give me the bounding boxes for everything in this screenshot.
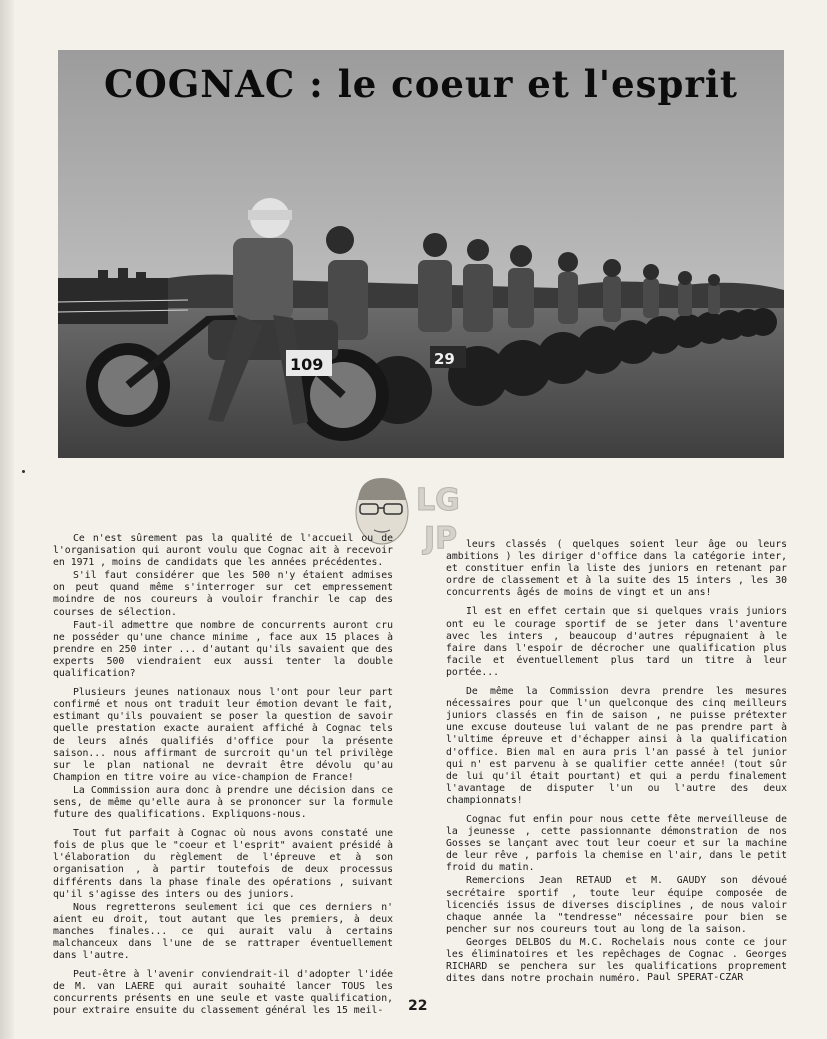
paragraph: S'il faut considérer que les 500 n'y étaient admises on peut quand même s'interroger sur cet empressement moindre de nos coureurs à vouloir franchir le cap des courses de sélection. (53, 570, 393, 618)
bike-number-29: 29 (434, 350, 455, 368)
page-number: 22 (408, 998, 428, 1014)
article-right-column (446, 539, 787, 992)
paragraph: Tout fut parfait à Cognac où nous avons constaté une fois de plus que le "coeur et l'esprit" avaient présidé à l'élaboration du règlement de l'épreuve et à son organisation , à partir toutefois de deux processus différents dans la phase finale des opérations , suivant qu'il s'agisse des inters ou des juniors. (53, 828, 393, 900)
paragraph: La Commission aura donc à prendre une décision dans ce sens, de même qu'elle aura à se prononcer sur la formule future des qualifications. Expliquons-nous. (53, 784, 393, 821)
author-signature: Paul SPERAT-CZAR (647, 972, 744, 983)
paragraph: Il est en effet certain que si quelques vrais juniors ont eu le courage sportif de se jeter dans l'aventure avec les inters , beaucoup d'autres répugnaient à le faire dans l'espoir de décrocher une qualification plus facile et éventuellement plus tard un titre à leur portée... (446, 606, 787, 678)
paragraph: Georges DELBOS du M.C. Rochelais nous conte ce jour les éliminatoires et les repêchages de Cognac . Georges RICHARD se penchera sur les qualifications proprement dites dans notre prochain numéro. (446, 936, 787, 985)
ink-speck (22, 470, 25, 473)
paragraph: leurs classés ( quelques soient leur âge ou leurs ambitions ) les diriger d'office dans la catégorie inter, et constituer enfin la liste des juniors en retenant par ordre de classement et à la suite des 15 inters , les 30 concurrents âgés de moins de vingt et un ans! (446, 539, 787, 599)
paragraph: De même la Commission devra prendre les mesures nécessaires pour que l'un quelconque des cinq meilleurs juniors classés en fin de saison , ne puisse prétexter une excuse douteuse lui valant de ne pas prendre part à l'ultime épreuve et d'échapper ainsi à la qualification d'office. Bien mal en aura pris l'an passé à tel junior qui n' est parvenu à se qualifier cette année! (tout sûr de lui qu'il était pourtant) et qui a perdu finalement l'avantage de disputer l'un ou l'autre des deux championnats! (446, 686, 787, 806)
paragraph: Peut-être à l'avenir conviendrait-il d'adopter l'idée de M. van LAERE qui aurait souhaité lancer TOUS les concurrents présents en une seule et vaste qualification, pour extraire ensuite du classement général les 15 meil- (53, 969, 393, 1017)
paragraph: Nous regretterons seulement ici que ces derniers n' aient eu droit, tout autant que les premiers, à deux manches finales... ce qui aurait valu à certains malchanceux dans l'une de se rattraper éventuellement dans l'autre. (53, 901, 393, 962)
motocross-start-photo (58, 50, 784, 458)
paragraph: Plusieurs jeunes nationaux nous l'ont pour leur part confirmé et nous ont traduit leur émotion devant le fait, estimant qu'ils pouvaient se poser la question de savoir quelle prestation exacte auraient affiché à Cognac tels de leurs aînés qualifiés d'office pour la présente saison... nous affirmant de surcroit qu'un tel privilège sur le plan national ne devrait être dévolu qu'au Champion en titre voire au vice-champion de France! (53, 687, 393, 783)
svg-text:JP: JP (424, 521, 458, 556)
paragraph: Faut-il admettre que nombre de concurrents auront cru ne posséder qu'une chance minime , face aux 15 places à prendre en 250 inter ... d'autant qu'ils savaient que des experts 500 viendraient eux aussi tenter la double qualification? (53, 619, 393, 680)
paragraph: Cognac fut enfin pour nous cette fête merveilleuse de la jeunesse , cette passionnante démonstration de nos Gosses se lançant avec tout leur coeur et sur la machine de leur rêve , parfois la chemise en l'air, dans le petit froid du matin. (446, 813, 787, 874)
header-photo (58, 50, 784, 458)
paragraph: Remercions Jean RETAUD et M. GAUDY son dévoué secrétaire sportif , toute leur équipe composée de licenciés issus de diverses disciplines , de nous valoir chaque année la "tendresse" nécessaire pour bien se pencher sur nos coureurs tout au long de la saison. (446, 875, 787, 935)
svg-text:LG: LG (416, 483, 460, 518)
article-left-column (53, 533, 393, 1025)
paragraph: Ce n'est sûrement pas la qualité de l'accueil ou de l'organisation qui auront voulu que Cognac ait à recevoir en 1971 , moins de candidats que les années précédentes. (53, 533, 393, 569)
page-edge (0, 0, 14, 1039)
bike-number-109: 109 (290, 355, 324, 374)
page-title: COGNAC : le coeur et l'esprit (104, 62, 738, 106)
